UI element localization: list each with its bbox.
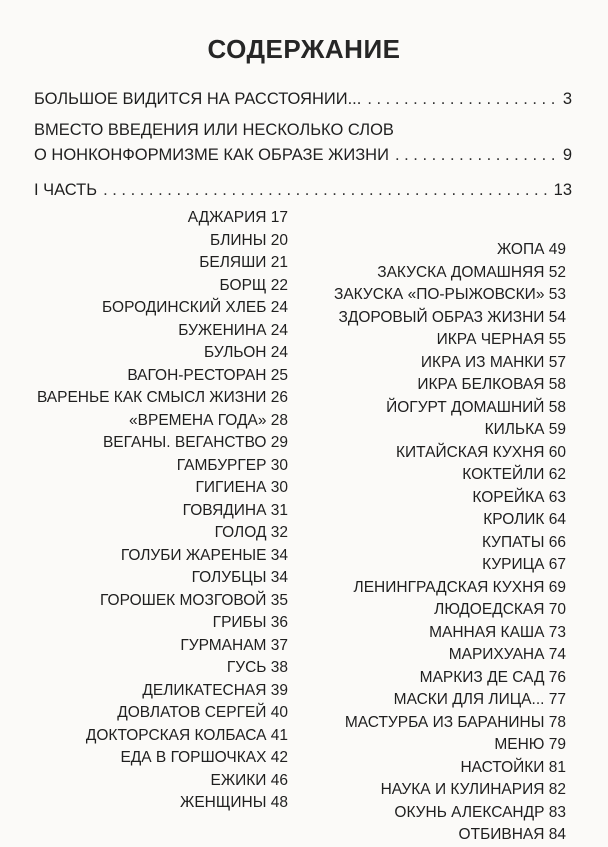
toc-item[interactable]: КИТАЙСКАЯ КУХНЯ 60	[396, 443, 566, 461]
toc-item[interactable]: БОРЩ 22	[219, 276, 288, 294]
toc-item[interactable]: НАСТОЙКИ 81	[460, 758, 566, 776]
toc-leader-dots	[103, 180, 548, 200]
toc-item[interactable]: ЙОГУРТ ДОМАШНИЙ 58	[386, 398, 566, 416]
toc-item[interactable]: БЕЛЯШИ 21	[199, 254, 288, 271]
toc-item[interactable]: ГРИБЫ 36	[212, 614, 288, 631]
toc-leader-dots	[367, 89, 556, 109]
toc-item[interactable]: ЛЕНИНГРАДСКАЯ КУХНЯ 69	[353, 578, 566, 596]
toc-item[interactable]: «ВРЕМЕНА ГОДА» 28	[129, 411, 288, 429]
toc-item[interactable]: АДЖАРИЯ 17	[187, 209, 288, 226]
toc-entry-preface-line1: ВМЕСТО ВВЕДЕНИЯ ИЛИ НЕСКОЛЬКО СЛОВ	[34, 121, 394, 139]
toc-item[interactable]: БУЛЬОН 24	[204, 344, 288, 361]
toc-entry-page: 3	[562, 90, 572, 108]
toc-item[interactable]: ОКУНЬ АЛЕКСАНДР 83	[394, 803, 566, 821]
toc-item[interactable]: ГУСЬ 38	[226, 659, 288, 676]
toc-column-left	[34, 207, 288, 815]
toc-item[interactable]: КОРЕЙКА 63	[472, 488, 566, 506]
toc-item[interactable]: БОРОДИНСКИЙ ХЛЕБ 24	[102, 299, 288, 316]
toc-item[interactable]: ГОЛУБИ ЖАРЕНЫЕ 34	[120, 546, 288, 564]
toc-item[interactable]: КИЛЬКА 59	[484, 421, 566, 438]
toc-item[interactable]: КРОЛИК 64	[483, 511, 566, 528]
toc-item[interactable]: МАННАЯ КАША 73	[429, 623, 566, 641]
toc-item[interactable]: ЗАКУСКА ДОМАШНЯЯ 52	[377, 263, 566, 281]
toc-entry-text: БОЛЬШОЕ ВИДИТСЯ НА РАССТОЯНИИ...	[34, 90, 362, 108]
toc-item[interactable]: БЛИНЫ 20	[210, 231, 288, 249]
toc-item[interactable]: КУПАТЫ 66	[481, 533, 566, 551]
toc-item[interactable]: ГОВЯДИНА 31	[182, 501, 288, 519]
toc-item[interactable]: ГОЛУБЦЫ 34	[191, 569, 288, 586]
toc-entry-part-one[interactable]	[34, 180, 572, 200]
toc-item[interactable]: ДОКТОРСКАЯ КОЛБАСА 41	[85, 726, 288, 744]
toc-item[interactable]: ОТБИВНАЯ 84	[458, 826, 566, 843]
toc-entry-page: 13	[553, 181, 572, 199]
toc-item[interactable]: КУРИЦА 67	[482, 556, 566, 573]
toc-item[interactable]: МАСТУРБА ИЗ БАРАНИНЫ 78	[344, 713, 566, 731]
toc-entry-intro[interactable]	[34, 89, 572, 109]
toc-item[interactable]: ИКРА БЕЛКОВАЯ 58	[417, 376, 566, 393]
toc-item[interactable]: ДОВЛАТОВ СЕРГЕЙ 40	[117, 704, 288, 721]
toc-item[interactable]: ЕДА В ГОРШОЧКАХ 42	[120, 749, 288, 766]
toc-item[interactable]: НАУКА И КУЛИНАРИЯ 82	[380, 781, 566, 798]
toc-item[interactable]: ВАГОН-РЕСТОРАН 25	[127, 366, 288, 384]
toc-item[interactable]: ВЕГАНЫ. ВЕГАНСТВО 29	[102, 434, 288, 451]
toc-item[interactable]: ИКРА ЧЕРНАЯ 55	[436, 331, 566, 348]
toc-item[interactable]: КОКТЕЙЛИ 62	[462, 466, 566, 483]
toc-item[interactable]: БУЖЕНИНА 24	[178, 321, 288, 339]
toc-item[interactable]: ИКРА ИЗ МАНКИ 57	[420, 353, 566, 371]
toc-item[interactable]: ГУРМАНАМ 37	[180, 636, 288, 654]
toc-item[interactable]: ГОРОШЕК МОЗГОВОЙ 35	[100, 591, 288, 609]
toc-item[interactable]: ДЕЛИКАТЕСНАЯ 39	[142, 681, 288, 699]
toc-entry-preface[interactable]	[34, 145, 572, 165]
toc-column-right	[300, 239, 566, 847]
toc-item[interactable]: ГИГИЕНА 30	[195, 479, 288, 496]
toc-entry-text: I ЧАСТЬ	[34, 181, 98, 199]
toc-item[interactable]: ЗДОРОВЫЙ ОБРАЗ ЖИЗНИ 54	[338, 308, 566, 326]
toc-item[interactable]: ГАМБУРГЕР 30	[176, 456, 288, 474]
toc-item[interactable]: ЖЕНЩИНЫ 48	[180, 794, 288, 811]
toc-item[interactable]: МАРКИЗ ДЕ САД 76	[419, 668, 566, 686]
toc-leader-dots	[395, 145, 557, 165]
toc-item[interactable]: ЖОПА 49	[496, 241, 566, 258]
toc-item[interactable]: ЗАКУСКА «ПО-РЫЖОВСКИ» 53	[333, 286, 566, 303]
toc-item[interactable]: ГОЛОД 32	[214, 524, 288, 541]
toc-item[interactable]: МАСКИ ДЛЯ ЛИЦА... 77	[393, 691, 566, 708]
toc-item[interactable]: ВАРЕНЬЕ КАК СМЫСЛ ЖИЗНИ 26	[36, 389, 288, 406]
toc-item[interactable]: МЕНЮ 79	[494, 736, 566, 753]
page-title: СОДЕРЖАНИЕ	[207, 34, 401, 64]
toc-entry-page: 9	[562, 146, 572, 164]
toc-entry-text: О НОНКОНФОРМИЗМЕ КАК ОБРАЗЕ ЖИЗНИ	[34, 146, 389, 164]
toc-item[interactable]: ЕЖИКИ 46	[210, 771, 288, 789]
toc-item[interactable]: ЛЮДОЕДСКАЯ 70	[434, 601, 566, 618]
toc-item[interactable]: МАРИХУАНА 74	[448, 646, 566, 663]
